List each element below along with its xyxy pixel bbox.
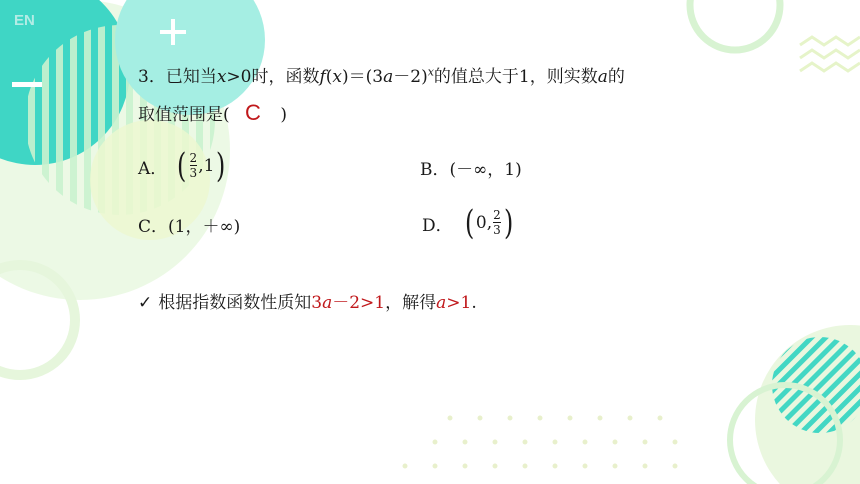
solution-red: －2>1 (332, 293, 386, 313)
q-var: x (216, 67, 227, 87)
answer-letter: C (245, 100, 261, 125)
paren-left: ( (177, 146, 187, 186)
q-text: ) (280, 105, 287, 125)
solution-text: ，解得 (385, 293, 437, 313)
q-text: 的 (607, 67, 625, 87)
en-label: EN (14, 12, 35, 29)
q-text: 已知当 (165, 67, 217, 87)
solution-red: a (322, 293, 333, 313)
paren-right: ) (216, 146, 226, 186)
frac-num: 2 (493, 208, 501, 222)
option-a (138, 148, 228, 184)
option-c-text: (1，＋∞) (168, 217, 241, 237)
q-var: f (319, 67, 326, 87)
question-number: 3． (138, 67, 166, 87)
fraction (190, 152, 198, 180)
question-line-2 (138, 100, 287, 126)
solution-red: a (436, 293, 447, 313)
option-a-rest: ,1 (198, 156, 215, 176)
option-b (420, 155, 522, 180)
option-c-letter: C． (138, 217, 169, 237)
option-a-letter: A． (138, 158, 168, 179)
paren-left: ( (464, 203, 474, 243)
q-text: ( (325, 67, 333, 87)
frac-den: 3 (189, 166, 198, 180)
q-var: a (383, 67, 394, 87)
q-text: 取值范围是( (138, 105, 230, 125)
q-text: 的值总大于1，则实数 (433, 67, 598, 87)
option-b-letter: B． (420, 160, 450, 180)
q-exponent: x (427, 65, 434, 79)
option-d-letter: D． (422, 215, 453, 236)
option-d-first: 0, (475, 213, 493, 233)
solution-red: >1 (446, 293, 472, 313)
paren-right: ) (503, 203, 514, 243)
q-text: )＝(3 (342, 67, 384, 87)
solution-text: 根据指数函数性质知 (158, 293, 312, 313)
option-b-text: (－∞，1) (449, 160, 522, 180)
q-var: a (597, 67, 608, 87)
q-var: x (332, 67, 343, 87)
solution-text: . (471, 293, 477, 313)
option-c (138, 212, 240, 237)
fraction (493, 209, 501, 237)
q-text: －2) (393, 67, 428, 87)
frac-num: 2 (189, 151, 198, 165)
solution-red: 3 (311, 293, 323, 313)
option-d (422, 205, 515, 241)
check-icon: ✓ (138, 293, 153, 313)
q-text: >0时，函数 (226, 67, 320, 87)
solution-line (138, 288, 477, 313)
question-line-1 (138, 62, 625, 87)
frac-den: 3 (493, 223, 501, 237)
